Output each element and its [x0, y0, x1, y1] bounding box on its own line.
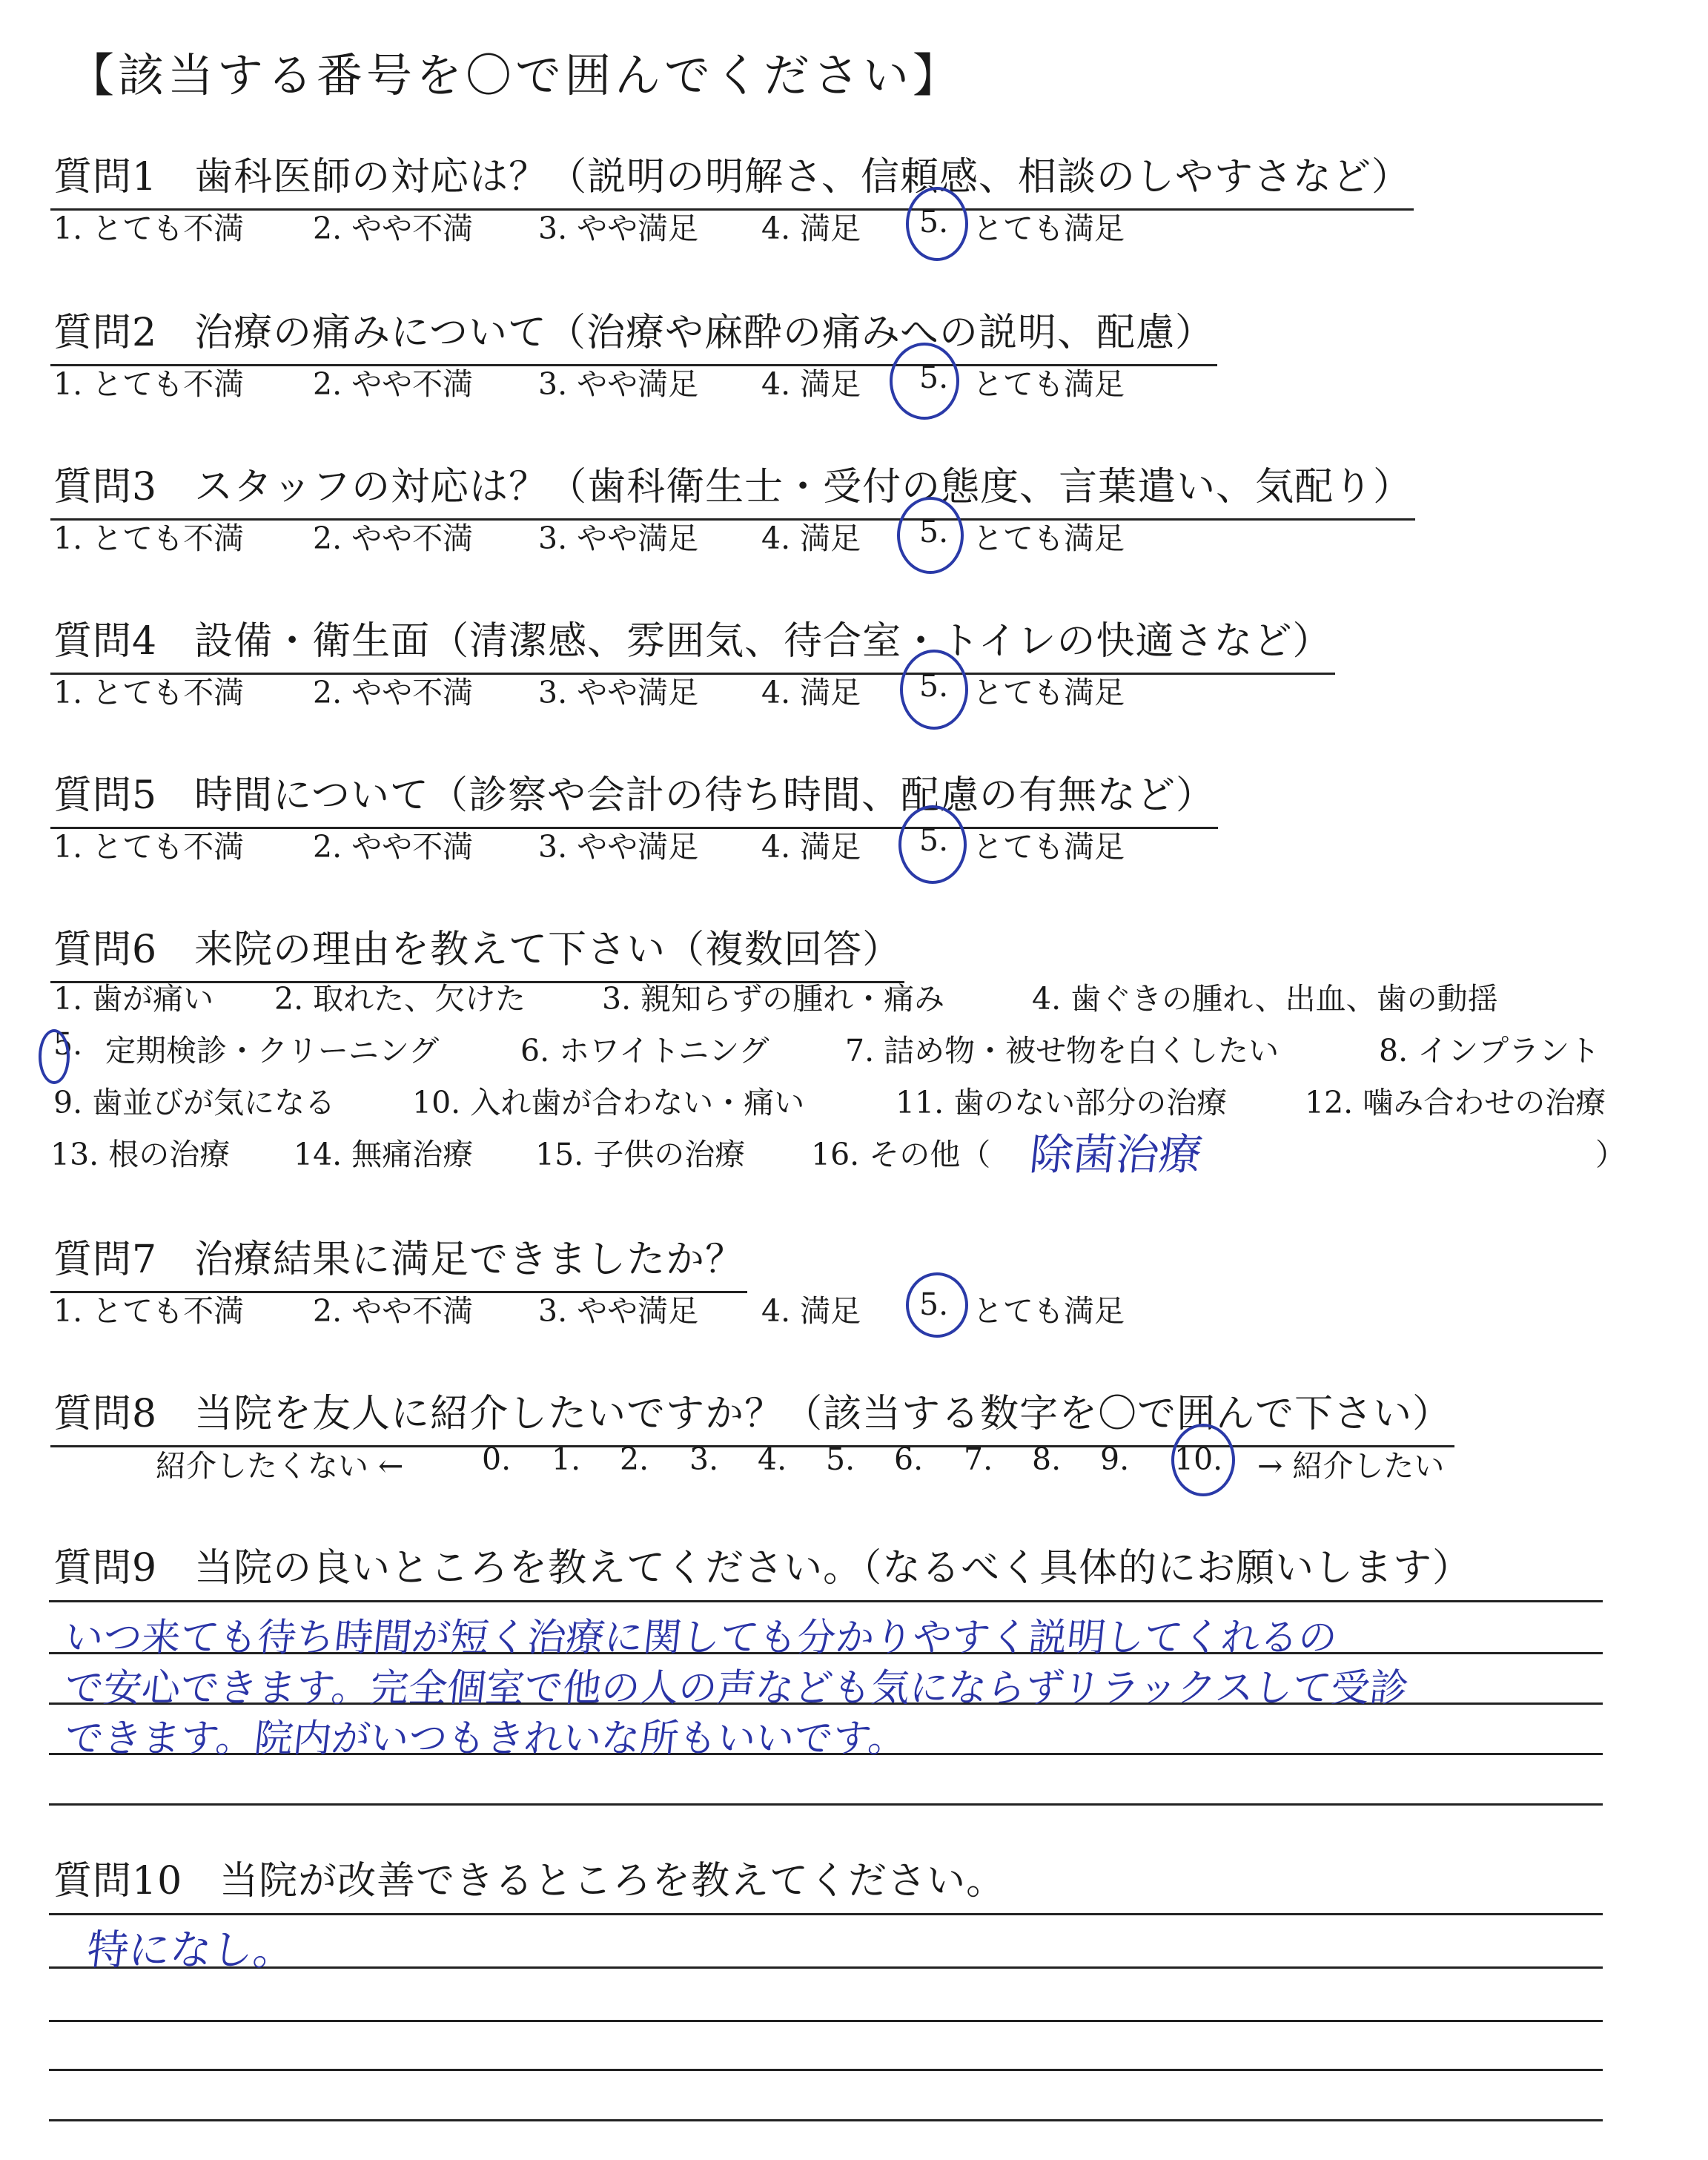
q8-answer-circle	[1171, 1424, 1235, 1496]
q4-text: 設備・衛生面（清潔感、雰囲気、待合室・トイレの快適さなど）	[194, 619, 1332, 664]
q6-option-11[interactable]: 11. 歯のない部分の治療	[896, 1085, 1228, 1120]
q5-option-5-label: とても満足	[973, 829, 1125, 865]
q4-option-2[interactable]: 2. やや不満	[313, 675, 474, 710]
q5-answer-circle	[898, 805, 967, 884]
q9-answer-line-1	[49, 1600, 1603, 1602]
q2-option-5-label: とても満足	[973, 366, 1125, 402]
q6-option-5-label: 定期検診・クリーニング	[105, 1033, 440, 1069]
q8-scale-5[interactable]: 5.	[826, 1441, 855, 1477]
q3-option-5[interactable]: 5.	[919, 514, 949, 549]
q6-option-3[interactable]: 3. 親知らずの腫れ・痛み	[602, 981, 945, 1017]
q2-number: 質問2	[53, 311, 158, 355]
q9-text: 当院の良いところを教えてください。（なるべく具体的にお願いします）	[194, 1546, 1472, 1591]
q6-answer-circle-5	[39, 1029, 70, 1084]
q7-option-3[interactable]: 3. やや満足	[538, 1293, 699, 1329]
q6-option-8[interactable]: 8. インプラント	[1379, 1033, 1601, 1069]
q6-option-12[interactable]: 12. 噛み合わせの治療	[1305, 1085, 1606, 1120]
q8-scale-4[interactable]: 4.	[758, 1441, 787, 1477]
q1-option-2[interactable]: 2. やや不満	[313, 211, 474, 246]
q5-number: 質問5	[53, 773, 158, 818]
q9-handwritten-line-1[interactable]: いつ来ても待ち時間が短く治療に関しても分かりやすく説明してくれるの	[62, 1616, 1340, 1660]
q8-scale-10[interactable]: 10.	[1174, 1441, 1223, 1477]
q6-option-9[interactable]: 9. 歯並びが気になる	[53, 1085, 336, 1120]
q10-title	[50, 1849, 1008, 1912]
q6-title	[50, 918, 904, 983]
q2-option-4[interactable]: 4. 満足	[761, 366, 861, 402]
q2-option-5[interactable]: 5.	[919, 360, 949, 395]
q1-option-3[interactable]: 3. やや満足	[538, 211, 699, 246]
q6-option-5[interactable]: 5.	[53, 1026, 83, 1062]
q6-option-1[interactable]: 1. 歯が痛い	[53, 981, 214, 1017]
q7-option-2[interactable]: 2. やや不満	[313, 1293, 474, 1329]
q10-handwritten-answer[interactable]: 特になし。	[85, 1926, 297, 1975]
q6-option-4[interactable]: 4. 歯ぐきの腫れ、出血、歯の動揺	[1032, 981, 1498, 1017]
q8-text: 当院を友人に紹介したいですか？（該当する数字を〇で囲んで下さい）	[194, 1392, 1452, 1436]
q8-title	[50, 1382, 1454, 1447]
q8-left-label: 紹介したくない ←	[156, 1448, 404, 1484]
q5-option-3[interactable]: 3. やや満足	[538, 829, 699, 865]
q7-text: 治療結果に満足できましたか？	[194, 1238, 745, 1282]
q3-answer-circle	[897, 497, 964, 574]
q5-title	[50, 764, 1218, 829]
q10-answer-line-5	[49, 2119, 1603, 2121]
instruction-heading: 【該当する番号を〇で囲んでください】	[68, 48, 963, 102]
q6-text: 来院の理由を教えて下さい（複数回答）	[194, 928, 902, 972]
q6-option-7[interactable]: 7. 詰め物・被せ物を白くしたい	[845, 1033, 1280, 1069]
q6-option-10[interactable]: 10. 入れ歯が合わない・痛い	[412, 1085, 805, 1120]
q1-text: 歯科医師の対応は？（説明の明解さ、信頼感、相談のしやすさなど）	[194, 155, 1411, 199]
q10-number: 質問10	[53, 1859, 183, 1903]
q2-title	[50, 301, 1217, 366]
q2-option-1[interactable]: 1. とても不満	[53, 366, 245, 402]
q6-option-2[interactable]: 2. 取れた、欠けた	[274, 981, 526, 1017]
q3-number: 質問3	[53, 465, 158, 509]
q4-answer-circle	[900, 650, 968, 730]
q8-scale-7[interactable]: 7.	[964, 1441, 993, 1477]
q2-option-2[interactable]: 2. やや不満	[313, 366, 474, 402]
q4-option-5-label: とても満足	[973, 675, 1125, 710]
q8-number: 質問8	[53, 1392, 158, 1436]
q6-other-handwritten-answer[interactable]: 除菌治療	[1027, 1129, 1205, 1180]
q8-scale-0[interactable]: 0.	[482, 1441, 512, 1477]
q8-scale-1[interactable]: 1.	[552, 1441, 581, 1477]
q5-option-1[interactable]: 1. とても不満	[53, 829, 245, 865]
q4-option-1[interactable]: 1. とても不満	[53, 675, 245, 710]
q8-scale-8[interactable]: 8.	[1032, 1441, 1062, 1477]
q7-option-5[interactable]: 5.	[919, 1287, 949, 1322]
q4-option-4[interactable]: 4. 満足	[761, 675, 861, 710]
q8-scale-6[interactable]: 6.	[894, 1441, 924, 1477]
q3-option-3[interactable]: 3. やや満足	[538, 521, 699, 556]
q6-option-15[interactable]: 15. 子供の治療	[535, 1137, 746, 1172]
q8-scale-3[interactable]: 3.	[689, 1441, 719, 1477]
q3-option-4[interactable]: 4. 満足	[761, 521, 861, 556]
q10-answer-line-4	[49, 2069, 1603, 2071]
q8-scale-2[interactable]: 2.	[620, 1441, 649, 1477]
q6-number: 質問6	[53, 928, 158, 972]
q7-option-5-label: とても満足	[973, 1293, 1125, 1329]
q3-option-5-label: とても満足	[973, 521, 1125, 556]
q3-text: スタッフの対応は？（歯科衛生士・受付の態度、言葉遣い、気配り）	[194, 465, 1413, 509]
q1-answer-circle	[906, 187, 968, 261]
q10-text: 当院が改善できるところを教えてください。	[219, 1859, 1006, 1903]
q1-option-5[interactable]: 5.	[919, 204, 949, 240]
q1-option-5-label: とても満足	[973, 211, 1125, 246]
q5-option-4[interactable]: 4. 満足	[761, 829, 861, 865]
q7-option-4[interactable]: 4. 満足	[761, 1293, 861, 1329]
q3-option-2[interactable]: 2. やや不満	[313, 521, 474, 556]
q10-answer-line-1	[49, 1913, 1603, 1915]
q8-right-label: → 紹介したい	[1257, 1448, 1445, 1484]
q4-number: 質問4	[53, 619, 158, 664]
q1-option-1[interactable]: 1. とても不満	[53, 211, 245, 246]
q7-option-1[interactable]: 1. とても不満	[53, 1293, 245, 1329]
q9-title	[50, 1536, 1474, 1599]
q5-option-2[interactable]: 2. やや不満	[313, 829, 474, 865]
q5-option-5[interactable]: 5.	[919, 822, 949, 858]
q6-option-6[interactable]: 6. ホワイトニング	[520, 1033, 769, 1069]
q9-handwritten-line-3[interactable]: できます。院内がいつもきれいな所もいいです。	[62, 1717, 910, 1761]
q4-title	[50, 610, 1335, 675]
q6-option-16[interactable]: 16. その他（	[811, 1137, 991, 1172]
q2-text: 治療の痛みについて（治療や麻酔の痛みへの説明、配慮）	[194, 311, 1215, 355]
q4-option-5[interactable]: 5.	[919, 668, 949, 704]
q6-option-13[interactable]: 13. 根の治療	[50, 1137, 231, 1172]
q6-option-14[interactable]: 14. 無痛治療	[294, 1137, 474, 1172]
q9-answer-line-5	[49, 1803, 1603, 1806]
q6-other-close-paren: ）	[1595, 1137, 1626, 1172]
q10-answer-line-3	[49, 2020, 1603, 2022]
q7-number: 質問7	[53, 1238, 158, 1282]
q4-option-3[interactable]: 3. やや満足	[538, 675, 699, 710]
q1-option-4[interactable]: 4. 満足	[761, 211, 861, 246]
q8-scale-9[interactable]: 9.	[1100, 1441, 1130, 1477]
q3-option-1[interactable]: 1. とても不満	[53, 521, 245, 556]
q9-number: 質問9	[53, 1546, 158, 1591]
q3-title	[50, 455, 1415, 521]
q9-handwritten-line-2[interactable]: で安心できます。完全個室で他の人の声なども気にならずリラックスして受診	[62, 1666, 1411, 1711]
q1-title	[50, 145, 1414, 211]
q7-title	[50, 1228, 747, 1293]
q7-answer-circle	[906, 1272, 968, 1338]
q5-text: 時間について（診察や会計の待ち時間、配慮の有無など）	[194, 773, 1216, 818]
q2-option-3[interactable]: 3. やや満足	[538, 366, 699, 402]
q1-number: 質問1	[53, 155, 158, 199]
q2-answer-circle	[890, 343, 959, 420]
